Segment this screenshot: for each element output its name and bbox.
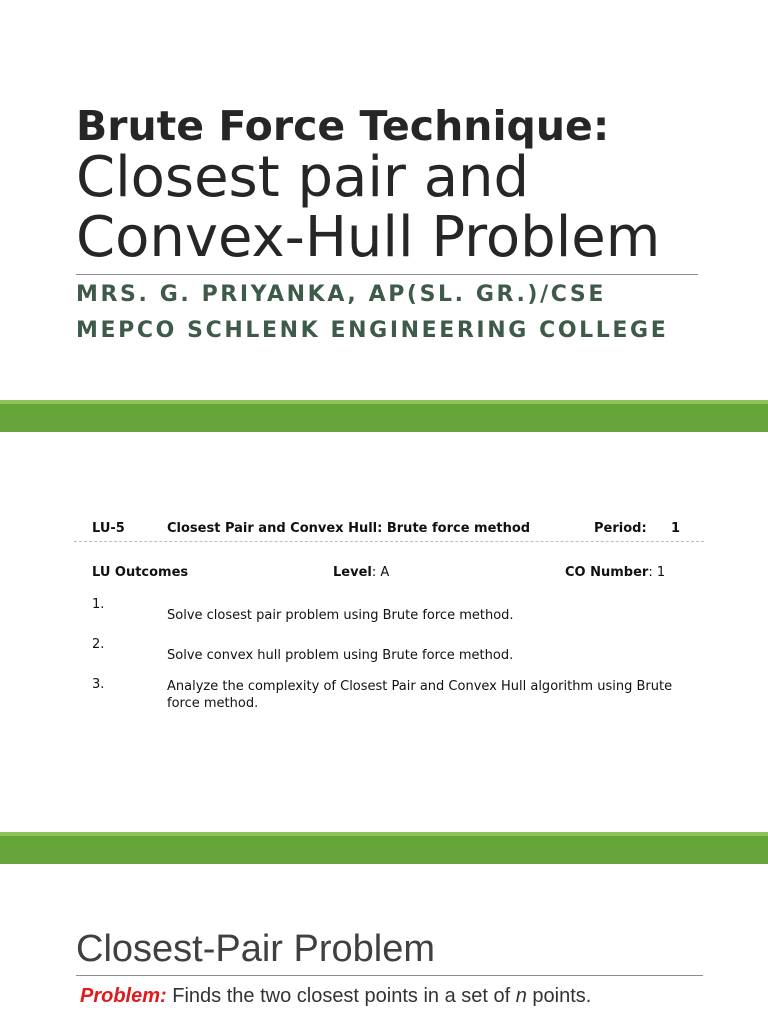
slide1-title-line-2: Closest pair and (76, 145, 530, 210)
outcome-2-text: Solve convex hull problem using Brute force method. (167, 648, 514, 663)
problem-text-n: n (515, 985, 527, 1007)
outcome-1-text: Solve closest pair problem using Brute force method. (167, 608, 514, 623)
author-college: MEPCO SCHLENK ENGINEERING COLLEGE (76, 318, 669, 343)
lu-header-divider (74, 541, 704, 542)
lu-title: Closest Pair and Convex Hull: Brute force method (167, 521, 531, 536)
closest-pair-title: Closest-Pair Problem (76, 928, 435, 970)
slide1-title-bold: Brute Force Technique: (76, 102, 610, 150)
co-field (565, 565, 665, 580)
level-label: Level (333, 565, 372, 580)
outcome-2-number: 2. (92, 637, 105, 652)
outcome-3-text: Analyze the complexity of Closest Pair and Convex Hull algorithm using Brute force method. (167, 679, 673, 711)
lu-code: LU-5 (92, 521, 125, 536)
slide-separator-band-1 (0, 400, 768, 432)
closest-pair-divider (76, 975, 703, 976)
outcomes-label: LU Outcomes (92, 565, 189, 580)
period-label: Period: (594, 521, 647, 536)
problem-statement (80, 985, 591, 1008)
slide-separator-band-2 (0, 832, 768, 864)
period-value: 1 (671, 521, 681, 536)
problem-label: Problem: (80, 985, 167, 1007)
level-field (333, 565, 389, 580)
slide1-title-line-3: Convex-Hull Problem (76, 205, 661, 270)
problem-text-b: points. (526, 985, 592, 1007)
outcome-1-number: 1. (92, 597, 105, 612)
author-name: MRS. G. PRIYANKA, AP(SL. GR.)/CSE (76, 282, 606, 307)
outcome-3-number: 3. (92, 677, 105, 692)
co-label: CO Number (565, 565, 649, 580)
level-value: : A (371, 565, 390, 580)
title-divider (76, 274, 698, 275)
lu-header-row (92, 521, 692, 539)
co-value: : 1 (648, 565, 666, 580)
problem-text-a: Finds the two closest points in a set of (166, 985, 516, 1007)
